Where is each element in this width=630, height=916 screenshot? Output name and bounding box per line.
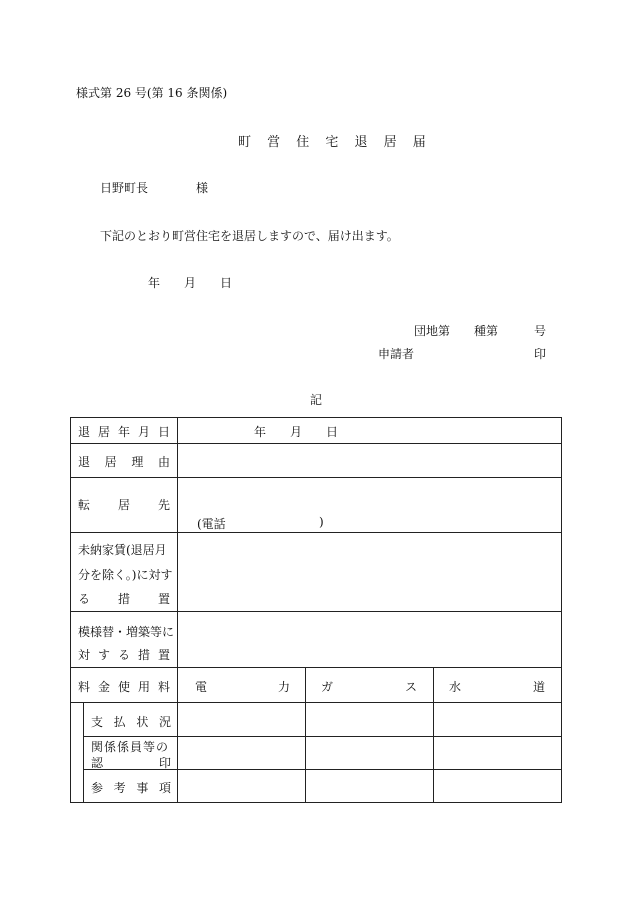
row-divider [71,702,561,703]
row-divider [71,667,561,668]
ki-heading: 記 [310,393,323,407]
row-divider [71,532,561,533]
payment-status-label: 支 払 状 況 [91,715,171,729]
applicant-label: 申請者 [378,347,415,361]
sub-indent-divider [83,702,84,802]
housing-no-label: 号 [534,324,547,338]
housing-type-label: 種第 [474,324,499,338]
label-column-divider [177,418,178,802]
move-out-year: 年 [254,425,267,439]
move-out-day: 日 [326,425,339,439]
statement-text: 下記のとおり町営住宅を退居しますので、届け出ます。 [100,229,399,243]
details-table [70,417,562,803]
move-out-reason-label: 退 居 理 由 [78,455,170,469]
housing-block-label: 団地第 [414,324,451,338]
remarks-label: 参 考 事 項 [91,781,171,795]
phone-close: ) [319,515,324,529]
unpaid-rent-label-line3: る 措 置 [78,592,170,606]
move-out-date-label: 退 居 年 月 日 [78,425,170,439]
form-number: 様式第 26 号(第 16 条関係) [76,86,228,100]
move-out-month: 月 [290,425,303,439]
unpaid-rent-label-line1: 未納家賃(退居月 [78,543,167,557]
water-header: 水 道 [449,680,545,694]
date-year: 年 [148,276,161,290]
row-divider [71,611,561,612]
addressee-honorific: 様 [196,181,209,195]
row-divider [71,443,561,444]
remodel-label-line2: 対 す る 措 置 [78,648,170,662]
utility-fee-label: 料 金 使 用 料 [78,680,170,694]
new-address-label: 転 居 先 [78,498,170,512]
official-seal-label-line1: 関係係員等の [91,740,170,754]
remodel-label-line1: 模様替・増築等に [78,625,175,639]
row-divider [71,477,561,478]
utility-column-divider [433,667,434,802]
row-divider [83,736,561,737]
applicant-seal: 印 [534,347,547,361]
utility-column-divider [305,667,306,802]
date-day: 日 [220,276,233,290]
date-month: 月 [184,276,197,290]
form-title: 町 営 住 宅 退 居 届 [238,135,432,150]
gas-header: ガ ス [321,680,417,694]
phone-label: (電話 [197,517,226,531]
addressee: 日野町長 [100,181,149,195]
official-seal-label-line2: 認 印 [91,756,171,770]
electric-header: 電 力 [195,680,290,694]
unpaid-rent-label-line2: 分を除く。)に対す [78,568,173,582]
